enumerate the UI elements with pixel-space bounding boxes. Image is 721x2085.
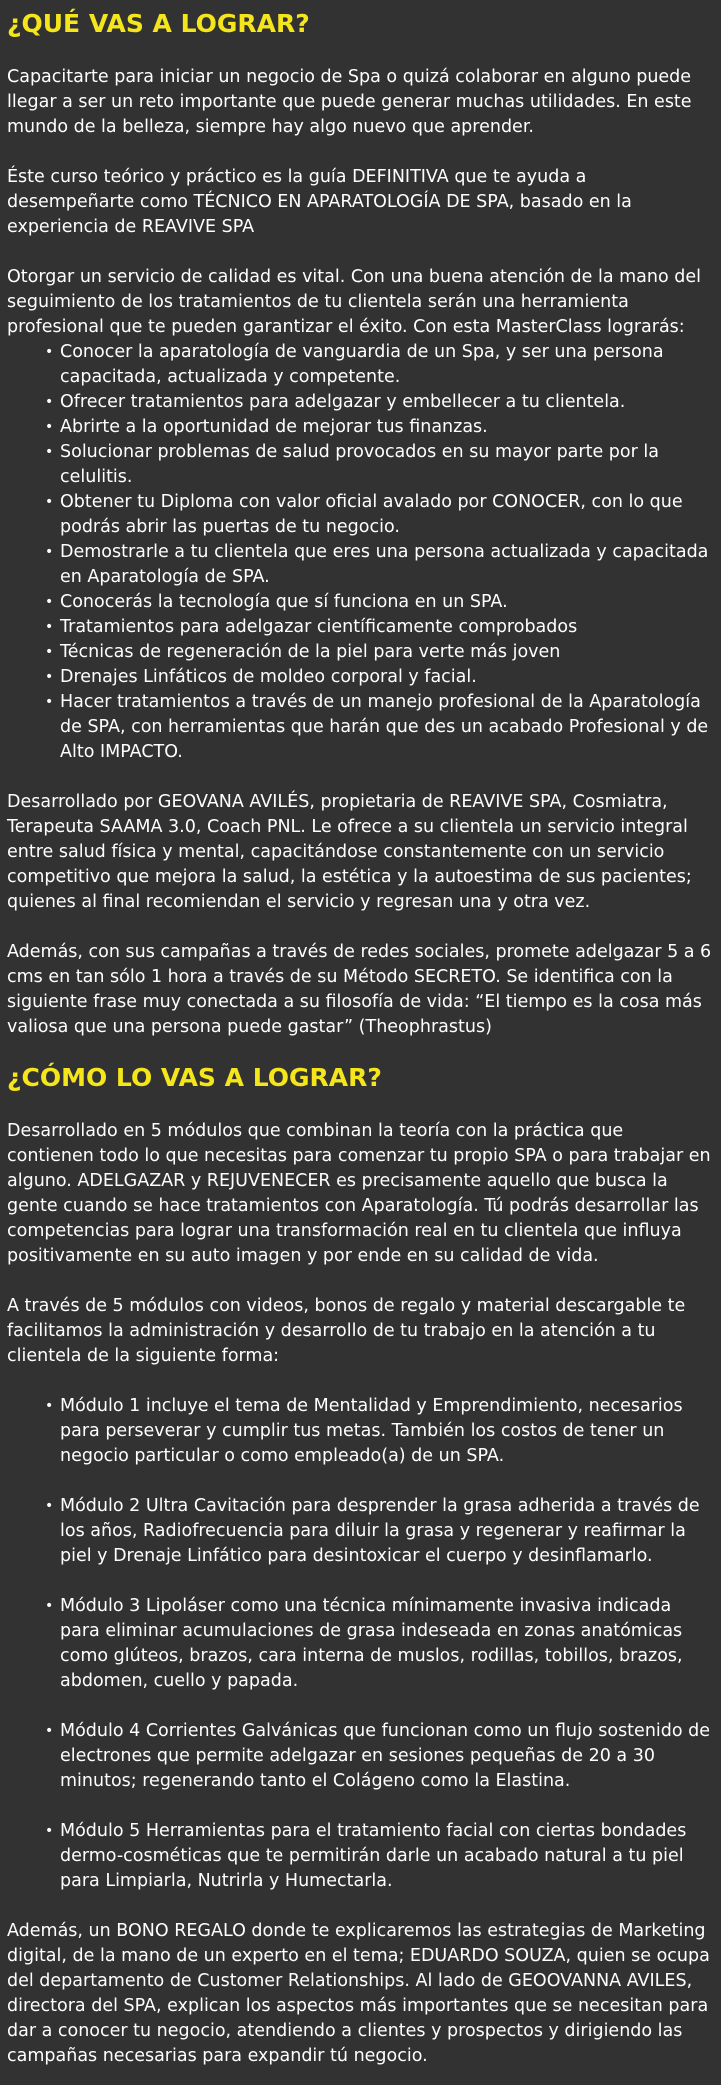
author-paragraph: Desarrollado por GEOVANA AVILÉS, propietaria de REAVIVE SPA, Cosmiatra, Terapeuta SAAMA 3.0, Coach PNL. Le ofrece a su clientela un servicio integral entre salud física y mental, capacitándose constantemente con un servicio competitivo que mejora la salud, la estética y la autoestima de sus pacientes; quienes al final recomiendan el servicio y regresan una y otra vez. — [7, 792, 692, 912]
benefit-item: • Obtener tu Diploma con valor oficial avalado por CONOCER, con lo que podrás abrir las puertas de tu negocio. — [45, 490, 713, 540]
modules-intro-paragraph: Desarrollado en 5 módulos que combinan la teoría con la práctica que contienen todo lo que necesitas para comenzar tu propio SPA o para trabajar en alguno. ADELGAZAR y REJUVENECER es precisamente aquello que busca la gente cuando se hace tratamientos con Aparatología. Tú podrás desarrollar las competencias para lograr una transformación real en tu clientela que influya positivamente en su auto imagen y por ende en su calidad de vida. — [7, 1121, 711, 1266]
module-item: • Módulo 1 incluye el tema de Mentalidad y Emprendimiento, necesarios para perseverar y cumplir tus metas. También los costos de tener un negocio particular o como empleado(a) de un SPA. — [45, 1394, 713, 1469]
benefit-item: • Técnicas de regeneración de la piel para verte más joven — [45, 640, 713, 665]
section-title-como-lo-vas-a-lograr: ¿CÓMO LO VAS A LOGRAR? — [7, 1063, 382, 1092]
benefit-item: • Abrirte a la oportunidad de mejorar tus finanzas. — [45, 415, 713, 440]
module-item: • Módulo 4 Corrientes Galvánicas que funcionan como un flujo sostenido de electrones que permite adelgazar en sesiones pequeñas de 20 a 30 minutos; regenerando tanto el Colágeno como la Elastina. — [45, 1719, 713, 1794]
module-item: • Módulo 2 Ultra Cavitación para desprender la grasa adherida a través de los años, Radiofrecuencia para diluir la grasa y regenerar y reafirmar la piel y Drenaje Linfático para desintoxicar el cuerpo y desinflamarlo. — [45, 1494, 713, 1569]
benefit-item: • Tratamientos para adelgazar científicamente comprobados — [45, 615, 713, 640]
module-item: • Módulo 3 Lipoláser como una técnica mínimamente invasiva indicada para eliminar acumulaciones de grasa indeseada en zonas anatómicas como glúteos, brazos, cara interna de muslos, rodillas, tobillos, brazos, abdomen, cuello y papada. — [45, 1594, 713, 1694]
benefit-item: • Hacer tratamientos a través de un manejo profesional de la Aparatología de SPA, con herramientas que harán que des un acabado Profesional y de Alto IMPACTO. — [45, 690, 713, 765]
bonus-paragraph: Además, un BONO REGALO donde te explicaremos las estrategias de Marketing digital, de la mano de un experto en el tema; EDUARDO SOUZA, quien se ocupa del departamento de Customer Relationships. Al lado de GEOOVANNA AVILES, directora del SPA, explican los aspectos más importantes que se necesitan para dar a conocer tu negocio, atendiendo a clientes y prospectos y dirigiendo las campañas necesarias para expandir tú negocio. — [7, 1921, 710, 2066]
course-guide-paragraph: Éste curso teórico y práctico es la guía DEFINITIVA que te ayuda a desempeñarte como TÉCNICO EN APARATOLOGÍA DE SPA, basado en la experiencia de REAVIVE SPA — [7, 167, 632, 237]
benefit-item: • Conocer la aparatología de vanguardia de un Spa, y ser una persona capacitada, actualizada y competente. — [45, 340, 713, 390]
module-item: • Módulo 5 Herramientas para el tratamiento facial con ciertas bondades dermo-cosméticas que te permitirán darle un acabado natural a tu piel para Limpiarla, Nutrirla y Humectarla. — [45, 1819, 713, 1894]
benefits-list — [7, 340, 713, 765]
benefit-item: • Solucionar problemas de salud provocados en su mayor parte por la celulitis. — [45, 440, 713, 490]
intro-paragraph: Capacitarte para iniciar un negocio de Spa o quizá colaborar en alguno puede llegar a ser un reto importante que puede generar muchas utilidades. En este mundo de la belleza, siempre hay algo nuevo que aprender. — [7, 67, 692, 137]
benefit-item: • Demostrarle a tu clientela que eres una persona actualizada y capacitada en Aparatología de SPA. — [45, 540, 713, 590]
section-title-que-vas-a-lograr: ¿QUÉ VAS A LOGRAR? — [7, 9, 310, 38]
service-quality-paragraph: Otorgar un servicio de calidad es vital. Con una buena atención de la mano del seguimiento de los tratamientos de tu clientela serán una herramienta profesional que te pueden garantizar el éxito. Con esta MasterClass lograrás: — [7, 267, 702, 337]
modules-list — [7, 1394, 713, 1894]
modules-format-paragraph: A través de 5 módulos con videos, bonos de regalo y material descargable te facilitamos la administración y desarrollo de tu trabajo en la atención a tu clientela de la siguiente forma: — [7, 1296, 686, 1366]
benefit-item: • Drenajes Linfáticos de moldeo corporal y facial. — [45, 665, 713, 690]
benefit-item: • Conocerás la tecnología que sí funciona en un SPA. — [45, 590, 713, 615]
benefit-item: • Ofrecer tratamientos para adelgazar y embellecer a tu clientela. — [45, 390, 713, 415]
campaigns-paragraph: Además, con sus campañas a través de redes sociales, promete adelgazar 5 a 6 cms en tan sólo 1 hora a través de su Método SECRETO. Se identifica con la siguiente frase muy conectada a su filosofía de vida: “El tiempo es la cosa más valiosa que una persona puede gastar” (Theophrastus) — [7, 942, 712, 1037]
